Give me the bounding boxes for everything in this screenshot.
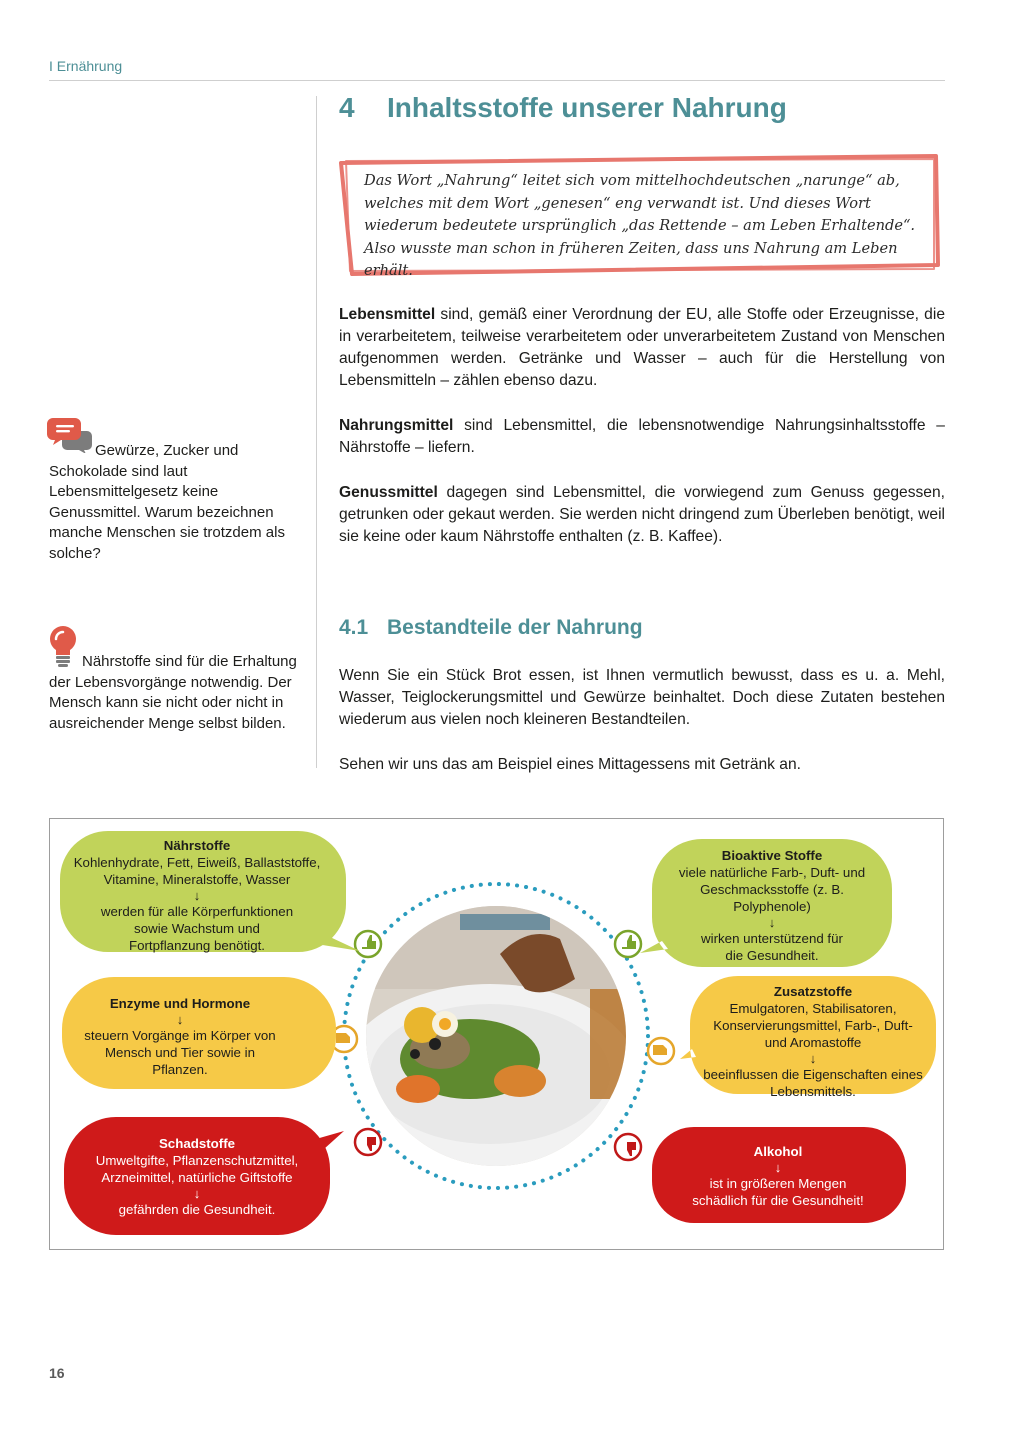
- sidebar-question: [49, 441, 299, 564]
- alkohol-effect: ist in größeren Mengen schädlich für die Gesundheit!: [692, 1176, 864, 1208]
- naehrstoffe-items: Kohlenhydrate, Fett, Eiweiß, Ballaststoffe, Vitamine, Mineralstoffe, Wasser: [73, 855, 321, 887]
- bioaktive-text: [672, 847, 872, 964]
- paragraph-lebensmittel: [339, 304, 945, 392]
- naehrstoffe-effect: werden für alle Körperfunktionen sowie Wachstum und Fortpflanzung benötigt.: [100, 904, 294, 953]
- column-divider: [316, 96, 317, 768]
- arrow-down-icon: ↓: [774, 1160, 782, 1175]
- bioaktive-items: viele natürliche Farb-, Duft- und Geschmacksstoffe (z. B. Polyphenole): [678, 865, 866, 914]
- bioaktive-title: Bioaktive Stoffe: [721, 848, 823, 863]
- nutrition-figure: [49, 818, 944, 1250]
- chapter-title: Inhaltsstoffe unserer Nahrung: [387, 92, 787, 123]
- bioaktive-effect: wirken unterstützend für die Gesundheit.: [701, 931, 843, 963]
- running-head: I Ernährung: [49, 58, 123, 74]
- sidebar-tip: [49, 652, 299, 734]
- arrow-down-icon: ↓: [809, 1051, 817, 1066]
- paragraph-brot: Wenn Sie ein Stück Brot essen, ist Ihnen vermutlich bewusst, dass es u. a. Mehl, Wasser, Teiglockerungsmittel und Gewürze beinhaltet. Doch diese Zutaten bestehen wiederum aus vielen noch kleineren Bestandteilen.: [339, 667, 945, 728]
- arrow-down-icon: ↓: [193, 888, 201, 903]
- term-lebensmittel: Lebensmittel: [339, 306, 436, 323]
- page-number: 16: [49, 1365, 65, 1381]
- sidebar-tip-text: Nährstoffe sind für die Erhaltung der Lebensvorgänge notwendig. Der Mensch kann sie nicht oder nicht in ausreichender Menge selbst bilden.: [49, 653, 297, 732]
- thumbs-up-icon: [615, 931, 641, 957]
- thumbs-sideways-icon: [648, 1038, 674, 1064]
- section-number: 4.1: [339, 616, 369, 639]
- definition-genussmittel: dagegen sind Lebensmittel, die vorwiegend zum Genuss gegessen, getrunken oder gekaut werden. Sie werden nicht dringend zum Überleben benötigt, weil sie keine oder kaum Nährstoffe enthalten (z. B. Kaffee).: [339, 484, 945, 545]
- etymology-quote: Das Wort „Nahrung“ leitet sich vom mittelhochdeutschen „narunge“ ab, welches mit dem Wort „genesen“ eng verwandt ist. Und dieses Wort wiederum bedeutete ursprünglich „das Rettende – am Leben Erhaltende“. Also wusste man schon in früheren Zeiten, dass uns Nahrung am Leben erhält.: [364, 172, 916, 279]
- arrow-down-icon: ↓: [768, 915, 776, 930]
- section-title: Bestandteile der Nahrung: [387, 616, 643, 639]
- enzyme-text: [80, 995, 280, 1078]
- meal-photo: [340, 899, 650, 1179]
- term-genussmittel: Genussmittel: [339, 484, 438, 501]
- schadstoffe-title: Schadstoffe: [158, 1136, 236, 1151]
- definition-lebensmittel: sind, gemäß einer Verordnung der EU, alle Stoffe oder Erzeugnisse, die in verarbeitetem, teilweise verarbeitetem oder unverarbeitetem Zustand von Menschen aufgenommen werden. Getränke und Wasser – auch für die Herstellung von Lebensmitteln – zählen ebenso dazu.: [339, 306, 945, 389]
- zusatzstoffe-title: Zusatzstoffe: [773, 984, 853, 999]
- definition-nahrungsmittel: sind Lebensmittel, die lebensnotwendige Nahrungsinhaltsstoffe – Nährstoffe – liefern.: [339, 417, 945, 456]
- alkohol-title: Alkohol: [753, 1144, 803, 1159]
- paragraph-mittagessen: Sehen wir uns das am Beispiel eines Mittagessens mit Getränk an.: [339, 756, 801, 773]
- schadstoffe-items: Umweltgifte, Pflanzenschutzmittel, Arzneimittel, natürliche Giftstoffe: [95, 1153, 299, 1185]
- zusatzstoffe-items: Emulgatoren, Stabilisatoren, Konservierungsmittel, Farb-, Duft- und Aromastoffe: [713, 1001, 913, 1050]
- thumbs-down-icon: [355, 1129, 381, 1155]
- paragraph-nahrungsmittel: [339, 415, 945, 459]
- alkohol-text: [678, 1143, 878, 1209]
- chapter-heading: [339, 92, 787, 124]
- schadstoffe-effect: gefährden die Gesundheit.: [118, 1202, 276, 1217]
- thumbs-down-icon: [615, 1134, 641, 1160]
- section-heading: [339, 616, 643, 640]
- enzyme-effect: steuern Vorgänge im Körper von Mensch und Tier sowie in Pflanzen.: [84, 1028, 276, 1077]
- zusatzstoffe-text: [702, 983, 924, 1100]
- enzyme-title: Enzyme und Hormone: [109, 996, 251, 1011]
- schadstoffe-text: [84, 1135, 310, 1218]
- naehrstoffe-title: Nährstoffe: [163, 838, 231, 853]
- chapter-number: 4: [339, 92, 355, 123]
- arrow-down-icon: ↓: [176, 1012, 184, 1027]
- header-rule: [49, 80, 945, 81]
- paragraph-genussmittel: [339, 482, 945, 548]
- sidebar-question-text: Gewürze, Zucker und Schokolade sind laut Lebensmittelgesetz keine Genussmittel. Warum bezeichnen manche Menschen sie trotzdem als solche?: [49, 442, 285, 562]
- thumbs-up-icon: [355, 931, 381, 957]
- arrow-down-icon: ↓: [193, 1186, 201, 1201]
- naehrstoffe-text: [72, 837, 322, 954]
- term-nahrungsmittel: Nahrungsmittel: [339, 417, 454, 434]
- zusatzstoffe-effect: beeinflussen die Eigenschaften eines Lebensmittels.: [703, 1067, 923, 1099]
